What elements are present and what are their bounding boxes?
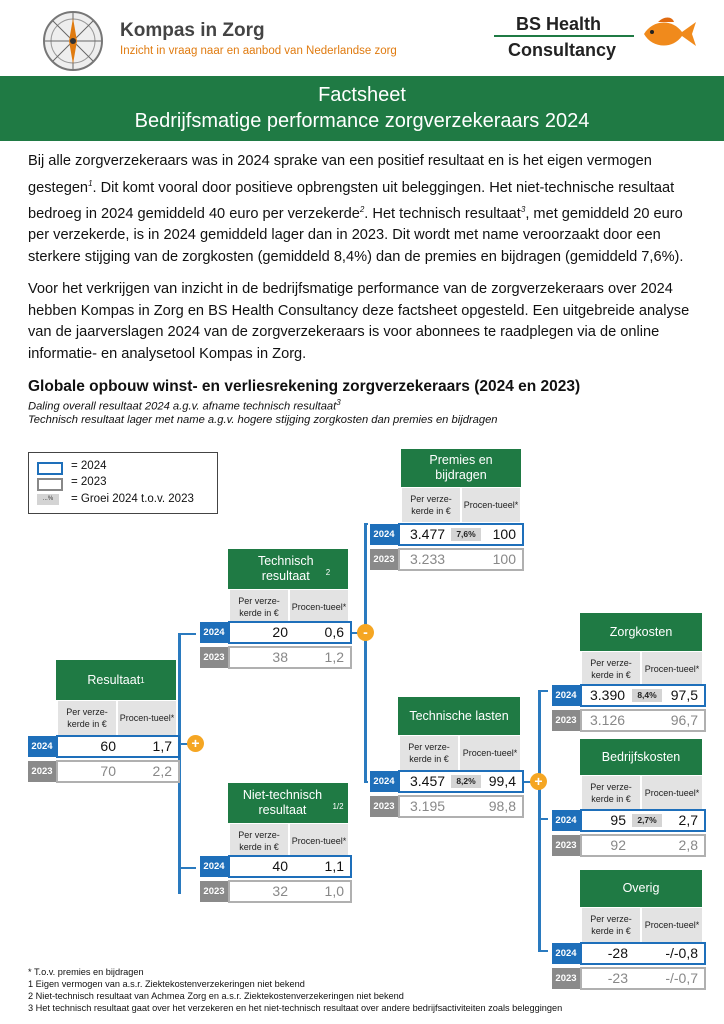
legend-swatch-2023 <box>37 478 63 491</box>
value-row-2023 <box>398 548 524 571</box>
card-title-wrap <box>246 554 330 584</box>
column-header-per-verzekerde: Per verze-kerde in € <box>582 908 640 942</box>
value-per-verzekerde: -23 <box>607 970 628 986</box>
value-per-verzekerde: 3.457 <box>410 773 446 789</box>
value-row-2024 <box>580 684 706 707</box>
year-label-2023: 2023 <box>552 835 580 856</box>
value-row-2023 <box>580 834 706 857</box>
connector-line <box>178 633 196 635</box>
footnote-asterisk: * T.o.v. premies en bijdragen <box>28 967 144 977</box>
value-row-2023 <box>228 880 352 903</box>
footnote-1: 1 Eigen vermogen van a.s.r. Ziektekostenverzekeringen niet bekend <box>28 979 305 989</box>
year-label-2023: 2023 <box>370 549 398 570</box>
column-header-per-verzekerde: Per verze-kerde in € <box>230 824 288 858</box>
value-procentueel: 1,7 <box>152 738 172 754</box>
value-per-verzekerde: 40 <box>272 858 288 874</box>
value-procentueel: 1,2 <box>324 649 344 665</box>
card-title: Technische lasten <box>398 697 520 735</box>
legend-label: = 2023 <box>71 476 107 488</box>
value-per-verzekerde: 60 <box>100 738 116 754</box>
connector-line <box>538 690 548 692</box>
card-title-text: Technisch resultaat <box>257 554 314 583</box>
plus-operator-icon: + <box>530 773 547 790</box>
card-title: Zorgkosten <box>580 613 702 651</box>
title-banner <box>0 76 724 141</box>
value-row-2024 <box>398 770 524 793</box>
column-header-per-verzekerde: Per verze-kerde in € <box>230 590 288 624</box>
banner-subtitle: Bedrijfsmatige performance zorgverzekeraars 2024 <box>134 110 590 132</box>
column-header-per-verzekerde: Per verze-kerde in € <box>582 652 640 686</box>
column-header-procentueel: Procen-tueel* <box>642 652 702 686</box>
column-header-per-verzekerde: Per verze-kerde in € <box>402 488 460 522</box>
year-label-2023: 2023 <box>28 761 56 782</box>
footnote-ref: 1 <box>140 675 145 685</box>
year-label-2024: 2024 <box>370 524 398 545</box>
card-title <box>228 549 348 589</box>
year-label-2024: 2024 <box>28 736 56 757</box>
year-label-2024: 2024 <box>200 856 228 877</box>
subtitle-text: Daling overall resultaat 2024 a.g.v. afname technisch resultaat <box>28 400 337 413</box>
value-procentueel: 97,5 <box>670 687 698 703</box>
value-procentueel: 1,0 <box>324 883 344 899</box>
value-per-verzekerde: 20 <box>272 624 288 640</box>
bs-health-logo-line1: BS Health <box>516 14 602 34</box>
bs-logo-divider <box>494 35 634 37</box>
value-row-2023 <box>580 967 706 990</box>
card-title-wrap <box>232 788 343 818</box>
legend-label: = 2024 <box>71 460 107 472</box>
card-title <box>228 783 348 823</box>
year-label-2023: 2023 <box>200 881 228 902</box>
value-row-2023 <box>398 795 524 818</box>
value-procentueel: 2,7 <box>678 812 698 828</box>
value-per-verzekerde: 32 <box>272 883 288 899</box>
intro-text: . Dit komt vooral door positieve opbrengsten uit beleggingen. Het niet-technische resultaat bedroeg in 2024 gemiddeld 40 euro per verzekerde <box>28 179 675 222</box>
value-per-verzekerde: -28 <box>607 945 628 961</box>
value-per-verzekerde: 3.233 <box>410 551 446 567</box>
connector-line <box>538 818 548 820</box>
year-label-2024: 2024 <box>200 622 228 643</box>
legend <box>28 452 218 514</box>
card-title-text: Niet-technisch resultaat <box>242 788 323 817</box>
value-procentueel: 2,2 <box>152 763 172 779</box>
year-label-2023: 2023 <box>370 796 398 817</box>
connector-line <box>364 523 367 783</box>
footnote-ref: 1 <box>88 178 93 188</box>
value-procentueel: -/-0,7 <box>665 970 698 986</box>
value-procentueel: 0,6 <box>324 624 344 640</box>
year-label-2024: 2024 <box>552 810 580 831</box>
column-header-per-verzekerde: Per verze-kerde in € <box>400 736 458 770</box>
year-label-2023: 2023 <box>200 647 228 668</box>
column-header-per-verzekerde: Per verze-kerde in € <box>582 776 640 810</box>
value-row-2023 <box>580 709 706 732</box>
year-label-2023: 2023 <box>552 710 580 731</box>
column-header-procentueel: Procen-tueel* <box>642 908 702 942</box>
footnote-ref: 1/2 <box>332 801 344 811</box>
footnote-ref: 3 <box>520 204 526 214</box>
minus-operator-icon: - <box>357 624 374 641</box>
column-header-procentueel: Procen-tueel* <box>462 488 520 522</box>
legend-label: = Groei 2024 t.o.v. 2023 <box>71 493 194 505</box>
year-label-2024: 2024 <box>552 943 580 964</box>
column-header-procentueel: Procen-tueel* <box>460 736 520 770</box>
value-row-2024 <box>580 809 706 832</box>
column-header-procentueel: Procen-tueel* <box>290 824 348 858</box>
section-subtitle-2: Technisch resultaat lager met name a.g.v. hogere stijging zorgkosten dan premies en bijdragen <box>28 414 498 426</box>
value-procentueel: 98,8 <box>488 798 516 814</box>
value-per-verzekerde: 70 <box>100 763 116 779</box>
brand-title: Kompas in Zorg <box>120 20 265 41</box>
brand-subtitle: Inzicht in vraag naar en aanbod van Nederlandse zorg <box>120 45 397 57</box>
value-row-2024 <box>228 855 352 878</box>
growth-badge: 7,6% <box>451 528 481 541</box>
year-label-2024: 2024 <box>552 685 580 706</box>
card-title: Overig <box>580 870 702 907</box>
value-per-verzekerde: 3.390 <box>590 687 626 703</box>
value-per-verzekerde: 92 <box>610 837 626 853</box>
legend-swatch-2024 <box>37 462 63 475</box>
year-label-2024: 2024 <box>370 771 398 792</box>
value-procentueel: 2,8 <box>678 837 698 853</box>
value-procentueel: 96,7 <box>670 712 698 728</box>
banner-title: Factsheet <box>318 84 406 106</box>
card-title-text: Resultaat <box>87 672 141 687</box>
legend-swatch-growth: ...% <box>37 494 59 505</box>
footnote-ref: 2 <box>359 204 365 214</box>
intro-text: Bij alle zorgverzekeraars was in 2024 sprake van een positief resultaat en is het eigen vermogen gestegen <box>28 153 652 196</box>
goldfish-icon <box>638 14 698 54</box>
value-per-verzekerde: 3.195 <box>410 798 446 814</box>
value-row-2023 <box>56 760 180 783</box>
growth-badge: 8,4% <box>632 689 662 702</box>
connector-line <box>178 867 196 869</box>
value-procentueel: 100 <box>492 551 516 567</box>
section-subtitle-1 <box>28 398 341 413</box>
footnote-ref: 2 <box>325 567 331 577</box>
value-row-2024 <box>398 523 524 546</box>
connector-line <box>364 781 368 783</box>
value-per-verzekerde: 95 <box>610 812 626 828</box>
column-header-procentueel: Procen-tueel* <box>642 776 702 810</box>
footnote-2: 2 Niet-technisch resultaat van Achmea Zorg en a.s.r. Ziektekostenverzekeringen niet bekend <box>28 991 404 1001</box>
value-per-verzekerde: 3.477 <box>410 526 446 542</box>
connector-line <box>538 690 541 950</box>
card-title <box>401 449 521 487</box>
growth-badge: 2,7% <box>632 814 662 827</box>
value-procentueel: 100 <box>492 526 516 542</box>
bs-health-logo-line2: Consultancy <box>508 40 617 60</box>
value-procentueel: 1,1 <box>324 858 344 874</box>
intro-text: , met gemiddeld 20 euro per verzekerde, is in 2024 gemiddeld lager dan in 2023. Dit wordt met name veroorzaakt door een sterkere stijging van de zorgkosten (gemiddeld 8,4%) dan de premies en bijdragen (gemiddeld 7,6%). <box>28 205 684 265</box>
footnote-ref: 3 <box>336 398 341 407</box>
value-row-2024 <box>56 735 180 758</box>
section-title: Globale opbouw winst- en verliesrekening zorgverzekeraars (2024 en 2023) <box>28 378 581 395</box>
value-per-verzekerde: 3.126 <box>590 712 626 728</box>
growth-badge: 8,2% <box>451 775 481 788</box>
column-header-procentueel: Procen-tueel* <box>290 590 348 624</box>
intro-paragraph-2: Voor het verkrijgen van inzicht in de bedrijfsmatige performance van de zorgverzekeraars over 2024 hebben Kompas in Zorg en BS Health Consultancy deze factsheet opgesteld. Een uitgebreide analyse van de jaarverslagen 2024 van de zorgverzekeraars is voor abonnees te raadplegen via de online informatie- en analysetool Kompas in Zorg. <box>28 281 690 362</box>
value-row-2024 <box>580 942 706 965</box>
column-header-procentueel: Procen-tueel* <box>118 701 176 735</box>
value-row-2024 <box>228 621 352 644</box>
year-label-2023: 2023 <box>552 968 580 989</box>
connector-line <box>538 950 548 952</box>
connector-line <box>364 523 368 525</box>
card-title: Bedrijfskosten <box>580 739 702 775</box>
card-title <box>56 660 176 700</box>
kompas-compass-logo <box>38 10 108 72</box>
column-header-per-verzekerde: Per verze-kerde in € <box>58 701 116 735</box>
intro-text: . Het technisch resultaat <box>364 205 521 222</box>
footnote-3: 3 Het technisch resultaat gaat over het verzekeren en het niet-technisch resultaat over andere bedrijfsactiviteiten zoals beleggingen <box>28 1003 563 1013</box>
plus-operator-icon: + <box>187 735 204 752</box>
intro-paragraph-1 <box>28 151 698 268</box>
card-title-text: Premies en bijdragen <box>429 453 493 482</box>
value-per-verzekerde: 38 <box>272 649 288 665</box>
value-row-2023 <box>228 646 352 669</box>
value-procentueel: -/-0,8 <box>665 945 698 961</box>
value-procentueel: 99,4 <box>488 773 516 789</box>
